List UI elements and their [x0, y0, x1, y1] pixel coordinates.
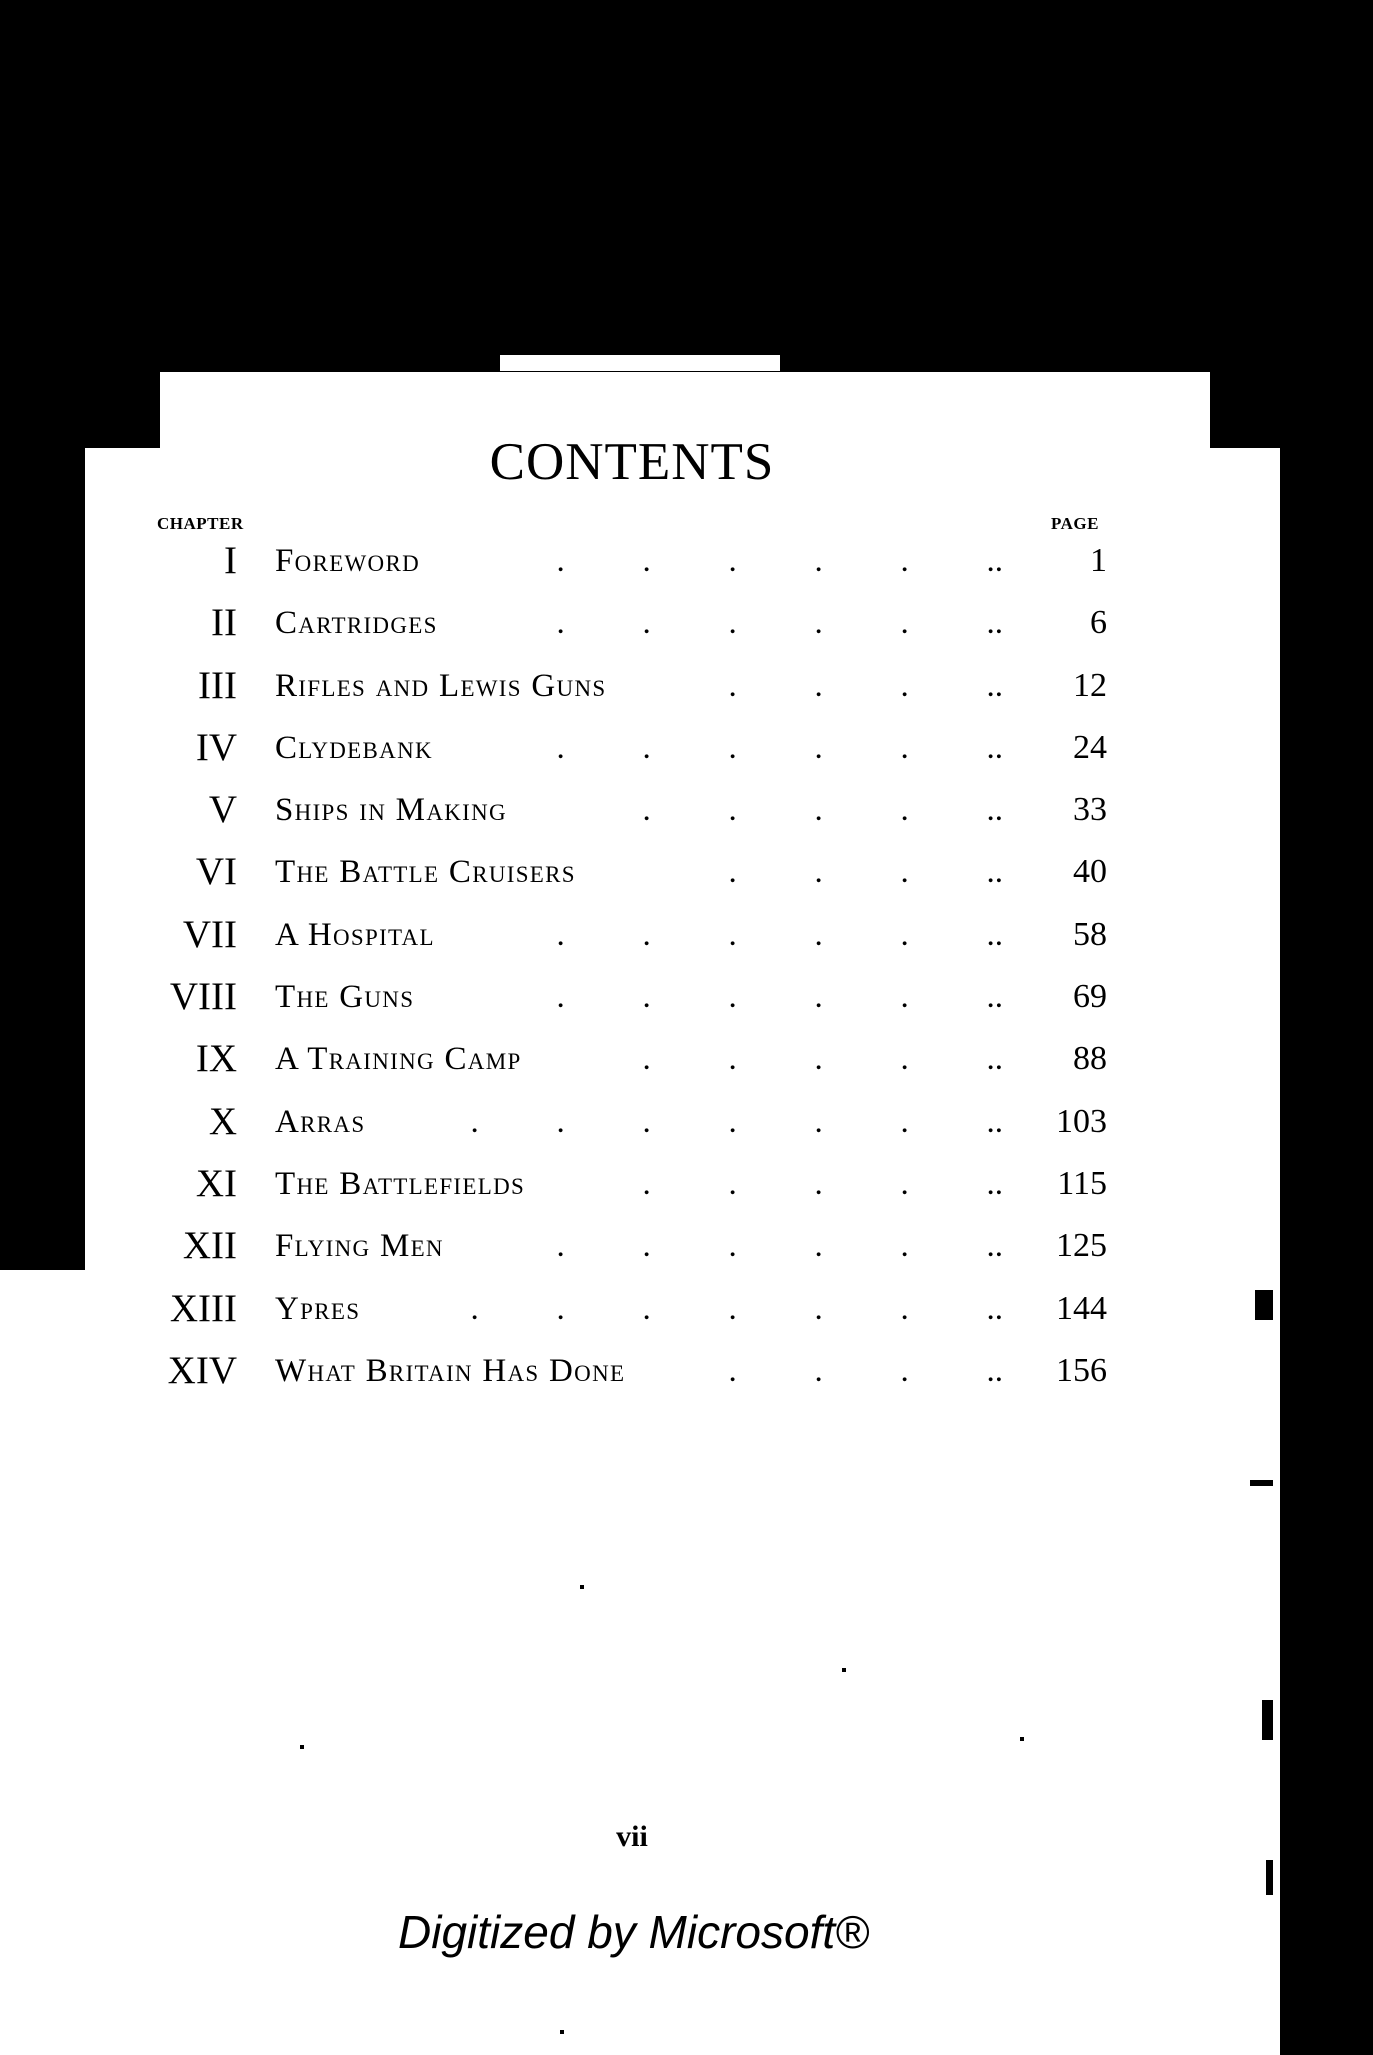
chapter-page: 40 — [1073, 853, 1107, 891]
dot-leader: . . . . . .. — [556, 729, 1003, 766]
chapter-number: IV — [195, 725, 237, 769]
chapter-page: 58 — [1073, 915, 1107, 953]
toc-entry — [0, 1215, 1373, 1277]
dot-leader: . . . . .. — [642, 792, 1003, 829]
toc-entry — [0, 1153, 1373, 1215]
toc-entry — [0, 1340, 1373, 1402]
dot-leader: . . . . .. — [642, 1165, 1003, 1202]
toc-entry — [0, 966, 1373, 1028]
dust-speck — [1020, 1737, 1024, 1741]
chapter-number: VIII — [169, 975, 237, 1019]
chapter-number: XIII — [169, 1286, 237, 1330]
chapter-number: V — [208, 788, 237, 832]
dot-leader: . . . .. — [728, 1352, 1003, 1389]
dust-speck — [560, 2030, 564, 2034]
chapter-number: I — [224, 539, 237, 582]
chapter-title: Foreword — [275, 543, 421, 579]
toc-entry — [0, 841, 1373, 903]
chapter-title: The Battlefields — [275, 1165, 526, 1202]
chapter-page: 1 — [1090, 542, 1107, 579]
chapter-number: X — [208, 1099, 237, 1143]
chapter-number: VII — [182, 912, 237, 956]
dot-leader: . . . . . .. — [556, 1228, 1003, 1265]
chapter-title: Ypres — [275, 1290, 361, 1327]
toc-entry — [0, 592, 1373, 654]
chapter-title: Arras — [275, 1103, 366, 1140]
toc-entry — [0, 530, 1373, 592]
chapter-number: II — [211, 601, 237, 645]
dot-leader: . . . . . .. — [556, 979, 1003, 1016]
chapter-page: 24 — [1073, 728, 1107, 766]
chapter-page: 125 — [1056, 1227, 1107, 1265]
dot-leader: . . . . . .. — [556, 916, 1003, 953]
chapter-page: 88 — [1073, 1040, 1107, 1078]
dot-leader: . . . . . . .. — [470, 1290, 1003, 1327]
toc-entry — [0, 1028, 1373, 1090]
chapter-number: VI — [195, 850, 237, 894]
chapter-number: XII — [182, 1224, 237, 1268]
chapter-page: 6 — [1090, 604, 1107, 642]
dot-leader: . . . .. — [728, 667, 1003, 704]
torn-edge — [500, 355, 780, 371]
chapter-number: XIV — [167, 1348, 237, 1392]
chapter-title: The Battle Cruisers — [275, 854, 576, 891]
dot-leader: . . . . . .. — [556, 543, 1003, 579]
toc-entry — [0, 1278, 1373, 1340]
chapter-page: 156 — [1056, 1351, 1107, 1389]
chapter-title: Flying Men — [275, 1228, 444, 1265]
chapter-page: 115 — [1057, 1164, 1107, 1202]
chapter-title: A Hospital — [275, 916, 435, 953]
page-title: CONTENTS — [489, 433, 775, 491]
chapter-title: Rifles and Lewis Guns — [275, 667, 607, 704]
chapter-title: What Britain Has Done — [275, 1352, 626, 1389]
chapter-title: The Guns — [275, 979, 415, 1016]
chapter-page: 33 — [1073, 791, 1107, 829]
chapter-number: III — [198, 663, 237, 707]
chapter-page: 144 — [1056, 1289, 1107, 1327]
page-column-heading: PAGE — [1051, 514, 1099, 533]
toc-entry — [0, 1091, 1373, 1153]
dot-leader: . . . . . . .. — [470, 1103, 1003, 1140]
chapter-title: Ships in Making — [275, 792, 507, 829]
dust-speck — [300, 1745, 304, 1749]
dot-leader: . . . . .. — [642, 1041, 1003, 1078]
dust-speck — [580, 1585, 584, 1589]
page-number: vii — [616, 1820, 648, 1853]
chapter-column-heading: CHAPTER — [157, 514, 244, 533]
chapter-title: Clydebank — [275, 729, 433, 766]
edge-mark — [1266, 1860, 1273, 1895]
chapter-number: IX — [195, 1037, 237, 1081]
digitized-watermark: Digitized by Microsoft® — [398, 1906, 870, 1958]
toc-entry — [0, 904, 1373, 966]
chapter-number: XI — [195, 1161, 237, 1205]
dot-leader: . . . . . .. — [556, 605, 1003, 642]
toc-entry — [0, 655, 1373, 717]
chapter-page: 12 — [1073, 666, 1107, 704]
table-of-contents — [0, 530, 1373, 1402]
chapter-title: A Training Camp — [275, 1041, 522, 1078]
chapter-page: 103 — [1056, 1102, 1107, 1140]
toc-entry — [0, 717, 1373, 779]
edge-mark — [1250, 1480, 1273, 1486]
toc-entry — [0, 779, 1373, 841]
dust-speck — [842, 1668, 846, 1672]
dot-leader: . . . .. — [728, 854, 1003, 891]
chapter-title: Cartridges — [275, 605, 438, 642]
edge-mark — [1262, 1700, 1273, 1740]
chapter-page: 69 — [1073, 978, 1107, 1016]
